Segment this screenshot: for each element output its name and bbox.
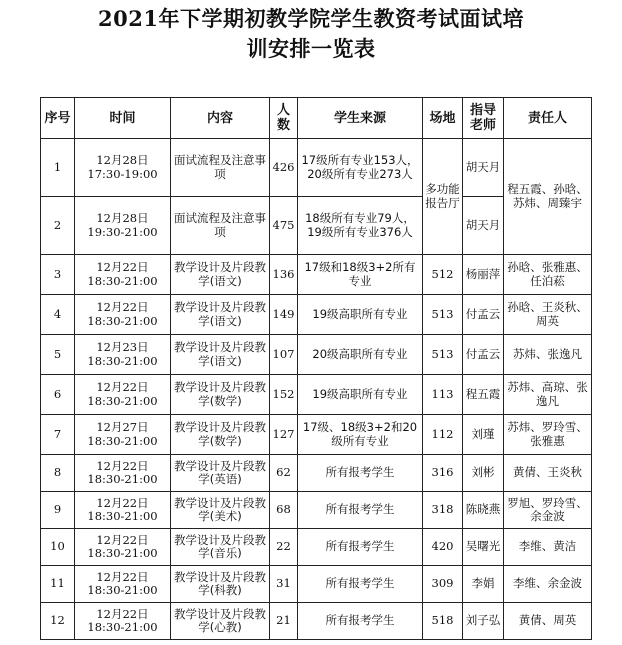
cell-content: 面试流程及注意事项 bbox=[171, 197, 270, 255]
cell-hours: 18:30-21:00 bbox=[87, 472, 158, 486]
cell-venue: 513 bbox=[423, 335, 463, 375]
cell-count: 152 bbox=[270, 375, 298, 415]
cell-time bbox=[75, 492, 171, 529]
table-row bbox=[41, 139, 592, 197]
cell-index: 1 bbox=[41, 139, 75, 197]
cell-instructor: 李娟 bbox=[463, 566, 504, 603]
header-row bbox=[41, 98, 592, 139]
cell-date: 12月22日 bbox=[96, 532, 149, 547]
header-content: 内容 bbox=[171, 98, 270, 139]
cell-venue: 113 bbox=[423, 375, 463, 415]
cell-date: 12月22日 bbox=[96, 260, 149, 274]
cell-source: 17级和18级3+2所有专业 bbox=[298, 255, 423, 295]
cell-venue: 518 bbox=[423, 603, 463, 640]
cell-responsible: 罗旭、罗玲雪、余金波 bbox=[504, 492, 592, 529]
header-venue: 场地 bbox=[423, 98, 463, 139]
cell-time bbox=[75, 335, 171, 375]
cell-time bbox=[75, 529, 171, 566]
cell-hours: 18:30-21:00 bbox=[87, 433, 158, 448]
cell-date: 12月22日 bbox=[96, 380, 149, 394]
cell-count: 426 bbox=[270, 139, 298, 197]
cell-source: 所有报考学生 bbox=[298, 529, 423, 566]
cell-source: 18级所有专业79人，19级所有专业376人 bbox=[298, 197, 423, 255]
cell-index: 7 bbox=[41, 415, 75, 455]
cell-content: 教学设计及片段教学(美术) bbox=[171, 492, 270, 529]
cell-instructor: 刘子弘 bbox=[463, 603, 504, 640]
cell-responsible: 程五霞、孙晗、苏炜、周臻宇 bbox=[504, 139, 592, 255]
cell-content: 教学设计及片段教学(英语) bbox=[171, 455, 270, 492]
cell-responsible: 苏炜、张逸凡 bbox=[504, 335, 592, 375]
header-responsible: 责任人 bbox=[504, 98, 592, 139]
cell-date: 12月23日 bbox=[96, 340, 149, 354]
cell-venue: 420 bbox=[423, 529, 463, 566]
cell-instructor: 刘瑾 bbox=[463, 415, 504, 455]
cell-count: 22 bbox=[270, 529, 298, 566]
cell-venue: 309 bbox=[423, 566, 463, 603]
cell-time bbox=[75, 139, 171, 197]
cell-date: 12月22日 bbox=[96, 495, 149, 510]
cell-instructor: 付孟云 bbox=[463, 335, 504, 375]
cell-hours: 18:30-21:00 bbox=[87, 583, 158, 597]
cell-venue: 112 bbox=[423, 415, 463, 455]
cell-responsible: 黄倩、周英 bbox=[504, 603, 592, 640]
cell-responsible: 李维、黄洁 bbox=[504, 529, 592, 566]
cell-content: 教学设计及片段教学(语文) bbox=[171, 335, 270, 375]
table-row bbox=[41, 375, 592, 415]
cell-content: 教学设计及片段教学(心教) bbox=[171, 603, 270, 640]
cell-venue: 多功能报告厅 bbox=[423, 139, 463, 255]
header-instructor: 指导老师 bbox=[463, 98, 504, 139]
cell-hours: 18:30-21:00 bbox=[87, 393, 158, 408]
table-row bbox=[41, 566, 592, 603]
cell-instructor: 程五霞 bbox=[463, 375, 504, 415]
cell-content: 面试流程及注意事项 bbox=[171, 139, 270, 197]
cell-time bbox=[75, 603, 171, 640]
table-row bbox=[41, 492, 592, 529]
table-row bbox=[41, 455, 592, 492]
cell-hours: 19:30-21:00 bbox=[87, 224, 158, 239]
cell-hours: 18:30-21:00 bbox=[87, 353, 158, 368]
cell-instructor: 刘彬 bbox=[463, 455, 504, 492]
cell-date: 12月22日 bbox=[96, 300, 149, 314]
header-time: 时间 bbox=[75, 98, 171, 139]
cell-responsible: 李维、余金波 bbox=[504, 566, 592, 603]
cell-venue: 513 bbox=[423, 295, 463, 335]
cell-instructor: 陈晓燕 bbox=[463, 492, 504, 529]
cell-index: 10 bbox=[41, 529, 75, 566]
cell-index: 2 bbox=[41, 197, 75, 255]
table-row bbox=[41, 415, 592, 455]
cell-index: 6 bbox=[41, 375, 75, 415]
cell-index: 8 bbox=[41, 455, 75, 492]
cell-content: 教学设计及片段教学(语文) bbox=[171, 295, 270, 335]
schedule-table bbox=[40, 97, 592, 640]
table-row bbox=[41, 295, 592, 335]
cell-content: 教学设计及片段教学(数学) bbox=[171, 415, 270, 455]
header-index: 序号 bbox=[41, 98, 75, 139]
cell-count: 136 bbox=[270, 255, 298, 295]
cell-count: 107 bbox=[270, 335, 298, 375]
cell-source: 17级所有专业153人，20级所有专业273人 bbox=[298, 139, 423, 197]
cell-date: 12月27日 bbox=[96, 420, 149, 434]
cell-venue: 512 bbox=[423, 255, 463, 295]
cell-index: 5 bbox=[41, 335, 75, 375]
cell-hours: 18:30-21:00 bbox=[87, 313, 158, 328]
cell-instructor: 胡天月 bbox=[463, 197, 504, 255]
cell-date: 12月22日 bbox=[96, 606, 149, 621]
cell-index: 9 bbox=[41, 492, 75, 529]
cell-responsible: 孙晗、张雅惠、任泊菘 bbox=[504, 255, 592, 295]
cell-hours: 18:30-21:00 bbox=[87, 273, 158, 288]
table-row bbox=[41, 603, 592, 640]
cell-index: 4 bbox=[41, 295, 75, 335]
header-source: 学生来源 bbox=[298, 98, 423, 139]
cell-count: 68 bbox=[270, 492, 298, 529]
cell-source: 17级、18级3+2和20级所有专业 bbox=[298, 415, 423, 455]
cell-date: 12月22日 bbox=[96, 458, 149, 473]
cell-hours: 17:30-19:00 bbox=[87, 166, 158, 181]
cell-content: 教学设计及片段教学(数学) bbox=[171, 375, 270, 415]
cell-source: 19级高职所有专业 bbox=[298, 295, 423, 335]
cell-count: 127 bbox=[270, 415, 298, 455]
title-line-1: 2021年下学期初教学院学生教资考试面试培 bbox=[98, 6, 524, 31]
cell-content: 教学设计及片段教学(音乐) bbox=[171, 529, 270, 566]
cell-date: 12月22日 bbox=[96, 569, 149, 584]
cell-responsible: 苏炜、罗玲雪、张雅惠 bbox=[504, 415, 592, 455]
cell-time bbox=[75, 566, 171, 603]
cell-count: 21 bbox=[270, 603, 298, 640]
cell-time bbox=[75, 375, 171, 415]
cell-responsible: 孙晗、王炎秋、周英 bbox=[504, 295, 592, 335]
cell-date: 12月28日 bbox=[96, 211, 149, 225]
title-line-2: 训安排一览表 bbox=[246, 36, 376, 61]
cell-responsible: 黄倩、王炎秋 bbox=[504, 455, 592, 492]
cell-content: 教学设计及片段教学(科教) bbox=[171, 566, 270, 603]
table-row bbox=[41, 529, 592, 566]
cell-count: 62 bbox=[270, 455, 298, 492]
cell-instructor: 付孟云 bbox=[463, 295, 504, 335]
cell-responsible: 苏炜、高琼、张逸凡 bbox=[504, 375, 592, 415]
cell-venue: 316 bbox=[423, 455, 463, 492]
cell-time bbox=[75, 255, 171, 295]
cell-time bbox=[75, 415, 171, 455]
cell-count: 31 bbox=[270, 566, 298, 603]
cell-hours: 18:30-21:00 bbox=[87, 546, 158, 560]
cell-source: 所有报考学生 bbox=[298, 566, 423, 603]
cell-index: 12 bbox=[41, 603, 75, 640]
cell-instructor: 吴曙光 bbox=[463, 529, 504, 566]
cell-source: 所有报考学生 bbox=[298, 455, 423, 492]
cell-date: 12月28日 bbox=[96, 153, 149, 167]
cell-time bbox=[75, 455, 171, 492]
cell-venue: 318 bbox=[423, 492, 463, 529]
cell-count: 149 bbox=[270, 295, 298, 335]
cell-source: 20级高职所有专业 bbox=[298, 335, 423, 375]
cell-hours: 18:30-21:00 bbox=[87, 509, 158, 523]
page-title bbox=[0, 4, 622, 64]
table-row bbox=[41, 255, 592, 295]
cell-hours: 18:30-21:00 bbox=[87, 620, 158, 634]
table-row bbox=[41, 335, 592, 375]
cell-source: 所有报考学生 bbox=[298, 492, 423, 529]
cell-instructor: 胡天月 bbox=[463, 139, 504, 197]
cell-content: 教学设计及片段教学(语文) bbox=[171, 255, 270, 295]
cell-time bbox=[75, 197, 171, 255]
cell-source: 19级高职所有专业 bbox=[298, 375, 423, 415]
cell-instructor: 杨丽萍 bbox=[463, 255, 504, 295]
cell-index: 11 bbox=[41, 566, 75, 603]
cell-source: 所有报考学生 bbox=[298, 603, 423, 640]
cell-count: 475 bbox=[270, 197, 298, 255]
cell-time bbox=[75, 295, 171, 335]
header-count: 人数 bbox=[270, 98, 298, 139]
cell-index: 3 bbox=[41, 255, 75, 295]
